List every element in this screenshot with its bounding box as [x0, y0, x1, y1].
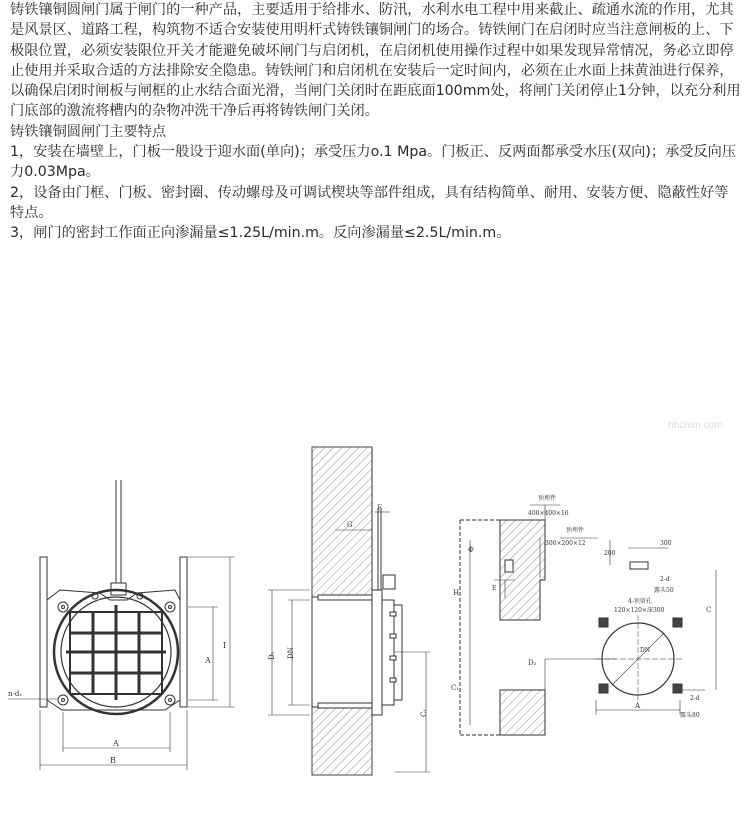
front-label-i: I — [223, 641, 227, 650]
install-label-2d-top: 2-d — [660, 576, 670, 583]
side-label-f: F — [377, 504, 382, 512]
install-label-c: C — [706, 606, 712, 614]
feature-item-3: 3，闸门的密封工作面正向渗漏量≤1.25L/min.m。反向渗漏量≤2.5L/min.m。 — [10, 225, 511, 242]
technical-drawing — [0, 420, 750, 817]
install-label-c1: C₁ — [451, 684, 460, 692]
front-label-b: B — [110, 756, 116, 765]
side-label-dn: DN — [287, 647, 295, 659]
install-label-h: H — [453, 589, 460, 597]
feature-item-2: 2，设备由门框、门板、密封圈、传动螺母及可调试楔块等部件组成，具有结构简单、耐用、安装方便、隐蔽性好等特点。 — [10, 184, 729, 221]
install-label-2d-bot: 2-d — [690, 695, 700, 702]
install-label-embed1: 预埋件 — [538, 495, 557, 502]
front-label-a: A — [113, 739, 119, 748]
install-label-4yuliu-size: 120×120×深300 — [614, 607, 665, 614]
intro-paragraph: 铸铁镶铜圆闸门属于闸门的一种产品，主要适用于给排水、防汛，水利水电工程中用来截止、疏通水流的作用，尤其是风景区、道路工程，构筑物不适合安装使用明杆式铸铁镶铜闸门的场合。铸铁闸门在启闭时应当注意闸板的上、下极限位置，必须安装限位开关才能避免破坏闸门与启闭机，在启闭机使用操作过程中如果发现异常情况，务必立即停止使用并采取合适的方法排除安全隐患。铸铁闸门和启闭机在安装后一定时间内，必须在止水面上抹黄油进行保养，以确保启闭时闸板与闸框的止水结合面光滑，当闸门关闭时在距底面100mm处，将闸门关闭停止1分钟，以充分利用门底部的激流将槽内的杂物冲洗干净后再将铸铁闸门关闭。 — [10, 2, 741, 120]
install-label-phi: Φ — [468, 546, 474, 554]
install-label-e: E — [492, 585, 497, 592]
install-label-embed2-size: 300×200×12 — [545, 540, 586, 547]
install-label-d2: D₂ — [528, 659, 537, 667]
install-label-dn: DN — [640, 647, 651, 654]
front-view — [8, 480, 235, 770]
side-section-view — [268, 447, 430, 775]
install-label-lutou50: 露头50 — [654, 587, 674, 594]
install-label-embed2: 预埋件 — [566, 527, 585, 534]
features-heading: 铸铁镶铜圆闸门主要特点 — [10, 123, 167, 140]
side-label-d1: D₁ — [268, 651, 276, 660]
install-label-200: 200 — [604, 550, 616, 557]
install-label-embed1-size: 400×400×16 — [528, 510, 569, 517]
front-label-a-vert: A — [205, 656, 211, 665]
description-text — [10, 0, 742, 244]
install-label-a: A — [635, 702, 641, 710]
side-label-c1: C₁ — [420, 708, 428, 717]
feature-item-1: 1，安装在墙壁上，门板一般设于迎水面(单向)；承受压力o.1 Mpa。门板正、反两面都承受水压(双向)；承受反向压力0.03Mpa。 — [10, 144, 737, 181]
install-label-4yuliu: 4-预留孔 — [628, 598, 652, 605]
front-label-nd: n-d₁ — [8, 690, 23, 698]
watermark: hbzhan.com — [668, 420, 723, 431]
install-label-lutou80: 露头80 — [680, 712, 700, 719]
install-label-300: 300 — [660, 540, 672, 547]
side-label-g: G — [347, 521, 353, 529]
installation-view — [460, 505, 716, 735]
